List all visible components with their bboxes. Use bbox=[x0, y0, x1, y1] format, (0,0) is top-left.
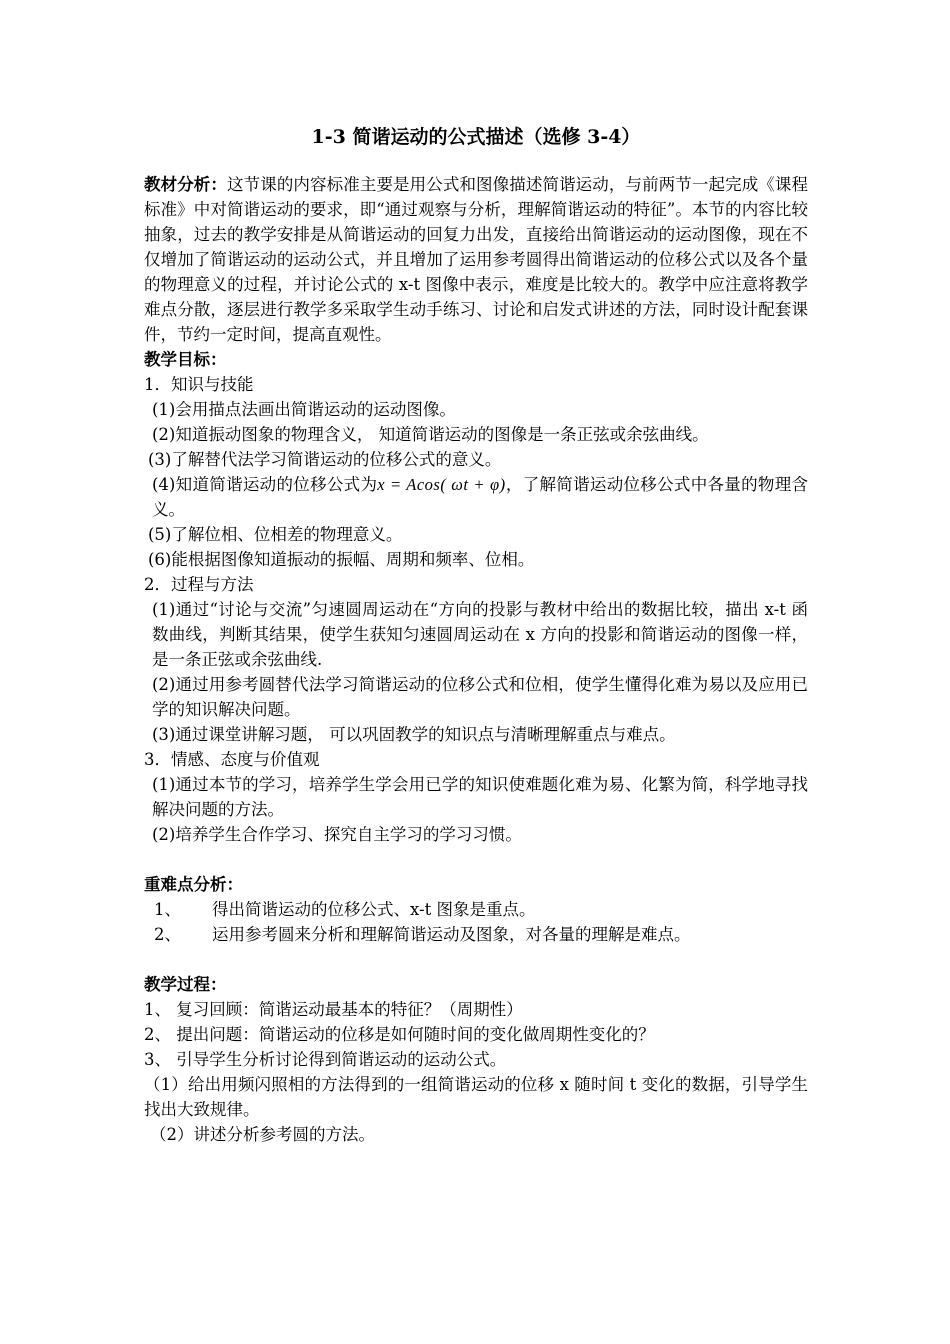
goal-item: (1)会用描点法画出简谐运动的运动图像。 bbox=[152, 400, 456, 419]
goal-item: (3)通过课堂讲解习题， 可以巩固教学的知识点与清晰理解重点与难点。 bbox=[152, 725, 676, 744]
goal-item: (6)能根据图像知道振动的振幅、周期和频率、位相。 bbox=[148, 550, 535, 569]
goal-item: (1)通过本节的学习，培养学生学会用已学的知识使难题化难为易、化繁为简，科学地寻找解决问题的方法。 bbox=[152, 775, 808, 819]
goals-section1-title: 1．知识与技能 bbox=[144, 375, 254, 394]
analysis-label: 教材分析： bbox=[144, 175, 228, 194]
goal-item: (3)了解替代法学习简谐运动的位移公式的意义。 bbox=[148, 450, 502, 469]
keypoint-text: 运用参考圆来分析和理解简谐运动及图象，对各量的理解是难点。 bbox=[212, 925, 691, 944]
keypoint-item bbox=[144, 897, 808, 922]
process-item: 2、 提出问题：简谐运动的位移是如何随时间的变化做周期性变化的？ bbox=[144, 1025, 655, 1044]
analysis-paragraph bbox=[144, 172, 808, 347]
goal-item4-suffix: ，了解简谐运动位移公式中各量的物理含义。 bbox=[152, 475, 808, 519]
goal-item: (1)通过“讨论与交流”匀速圆周运动在“方向的投影与教材中给出的数据比较，描出 x-t 函数曲线，判断其结果，使学生获知匀速圆周运动在 x 方向的投影和简谐运动的图像一样， 是一条正弦或余弦曲线. bbox=[152, 600, 808, 669]
keypoint-number: 2、 bbox=[154, 925, 181, 944]
goal-item: (2)培养学生合作学习、探究自主学习的学习习惯。 bbox=[152, 825, 522, 844]
keypoint-item bbox=[144, 922, 808, 947]
process-item: 3、 引导学生分析讨论得到简谐运动的运动公式。 bbox=[144, 1050, 507, 1069]
page-title: 1-3 简谐运动的公式描述（选修 3-4） bbox=[311, 126, 641, 148]
displacement-formula: x = Acos( ωt + φ) bbox=[377, 475, 506, 494]
goal-item-formula bbox=[144, 472, 808, 522]
process-subitem: （1）给出用频闪照相的方法得到的一组简谐运动的位移 x 随时间 t 变化的数据，引导学生找出大致规律。 bbox=[144, 1075, 808, 1119]
goal-item4-prefix: (4)知道简谐运动的位移公式为 bbox=[152, 475, 378, 494]
goal-item: (5)了解位相、位相差的物理意义。 bbox=[148, 525, 403, 544]
analysis-text: 这节课的内容标准主要是用公式和图像描述简谐运动，与前两节一起完成《课程标准》中对简谐运动的要求，即“通过观察与分析，理解简谐运动的特征”。本节的内容比较抽象，过去的教学安排是从简谐运动的回复力出发，直接给出简谐运动的运动图像，现在不仅增加了简谐运动的运动公式，并且增加了运用参考圆得出简谐运动的位移公式以及各个量的物理意义的过程，并讨论公式的 x-t 图像中表示，难度是比较大的。教学中应注意将教学难点分散，逐层进行教学多采取学生动手练习、讨论和启发式讲述的方法，同时设计配套课件，节约一定时间，提高直观性。 bbox=[144, 175, 809, 344]
process-subitem: （2）讲述分析参考圆的方法。 bbox=[150, 1125, 375, 1144]
keypoints-heading: 重难点分析： bbox=[144, 875, 243, 894]
goals-section2-title: 2．过程与方法 bbox=[144, 575, 254, 594]
goals-heading: 教学目标： bbox=[144, 350, 227, 369]
spacer bbox=[144, 947, 808, 972]
goal-item: (2)通过用参考圆替代法学习简谐运动的位移公式和位相，使学生懂得化难为易以及应用已学的知识解决问题。 bbox=[152, 675, 808, 719]
keypoint-number: 1、 bbox=[154, 900, 181, 919]
process-item: 1、 复习回顾：简谐运动最基本的特征？（周期性） bbox=[144, 1000, 523, 1019]
goal-item: (2)知道振动图象的物理含义， 知道简谐运动的图像是一条正弦或余弦曲线。 bbox=[152, 425, 709, 444]
spacer bbox=[144, 847, 808, 872]
keypoint-text: 得出简谐运动的位移公式、x-t 图象是重点。 bbox=[212, 900, 536, 919]
process-heading: 教学过程： bbox=[144, 975, 227, 994]
goals-section3-title: 3．情感、态度与价值观 bbox=[144, 750, 320, 769]
